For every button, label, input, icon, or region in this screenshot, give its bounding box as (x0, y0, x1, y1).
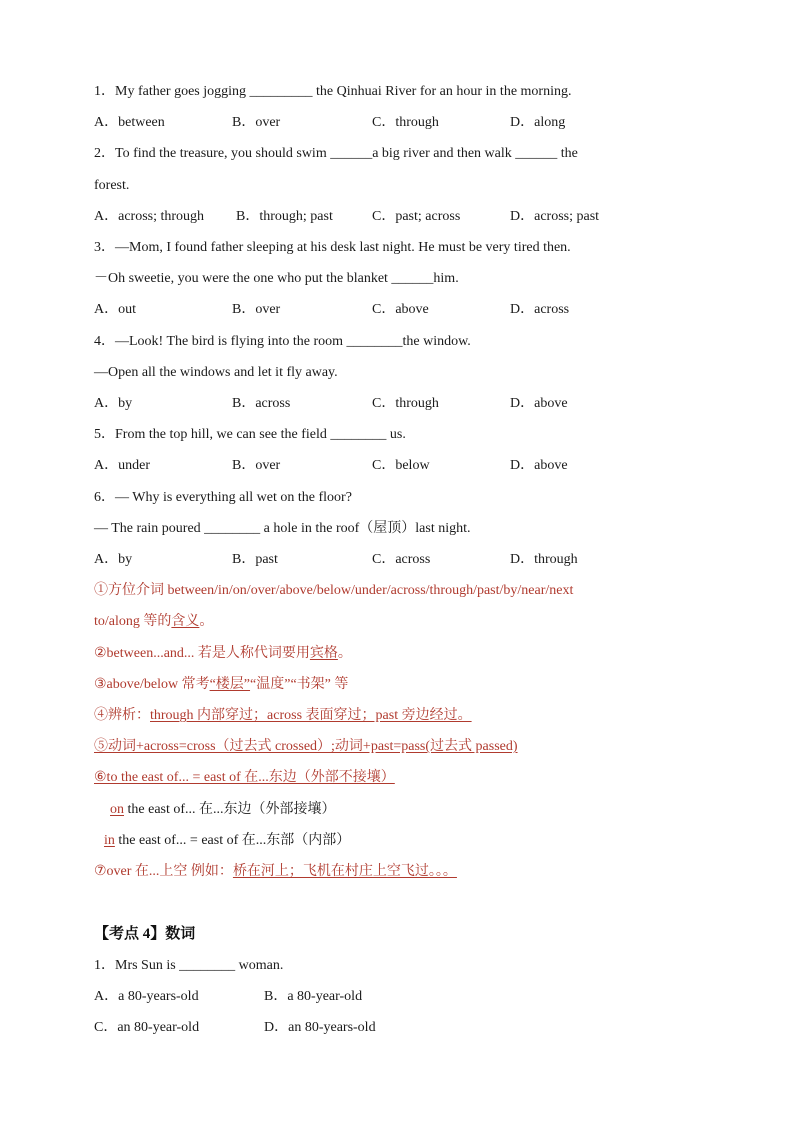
q1-option-d: D．along (510, 115, 566, 130)
section-4-title: 数词 (165, 926, 196, 942)
s4-q1-option-d: D．an 80-years-old (264, 1020, 376, 1035)
note-3-underlined: “楼层” (209, 677, 251, 692)
s4-q1-option-b: B．a 80-year-old (264, 989, 363, 1004)
q5-option-a: A．under (94, 458, 150, 473)
q4-option-b: B．across (232, 396, 291, 411)
q3-option-a: A．out (94, 302, 136, 317)
question-4-stem-line1: 4．—Look! The bird is flying into the room ________the window. (94, 334, 471, 349)
note-6c (104, 832, 350, 850)
note-2-underlined: 宾格 (309, 646, 338, 661)
note-1-line1: ①方位介词 between/in/on/over/above/below/under/across/through/past/by/near/next (94, 583, 574, 598)
note-6c-text: the east of... = east of 在...东部（内部） (114, 833, 351, 848)
question-3-stem-line2: －Oh sweetie, you were the one who put the blanket ______him. (94, 271, 459, 286)
q4-option-c: C．through (372, 396, 439, 411)
note-7 (94, 863, 457, 881)
q5-option-b: B．over (232, 458, 281, 473)
question-6-stem-line1: 6．— Why is everything all wet on the floor? (94, 490, 352, 505)
q4-option-d: D．above (510, 396, 568, 411)
s4-q1-option-c: C．an 80-year-old (94, 1020, 200, 1035)
q1-option-b: B．over (232, 115, 281, 130)
note-6b (110, 801, 336, 819)
question-5-stem: 5．From the top hill, we can see the field ________ us. (94, 427, 406, 442)
q5-option-d: D．above (510, 458, 568, 473)
note-6c-underlined: in (104, 833, 115, 848)
note-4-text: ④辨析： (94, 708, 150, 723)
note-2 (94, 645, 352, 663)
q3-option-b: B．over (232, 302, 281, 317)
note-6b-underlined: on (110, 802, 124, 817)
note-5: ⑤动词+across=cross（过去式 crossed）;动词+past=pass(过去式 passed) (94, 739, 518, 754)
question-3-stem-line1: 3．—Mom, I found father sleeping at his desk last night. He must be very tired then. (94, 240, 571, 255)
note-7-text: ⑦over 在...上空 例如： (94, 864, 233, 879)
q2-option-a: A．across; through (94, 209, 205, 224)
q2-option-c: C．past; across (372, 209, 461, 224)
note-1-suffix: 。 (199, 614, 214, 629)
q6-option-c: C．across (372, 552, 431, 567)
q2-option-b: B．through; past (236, 209, 333, 224)
note-1-underlined: 含义 (171, 614, 200, 629)
question-4-stem-line2: —Open all the windows and let it fly away. (94, 365, 338, 380)
q1-option-a: A．between (94, 115, 165, 130)
note-4 (94, 707, 472, 725)
note-6a: ⑥to the east of... = east of 在...东边（外部不接壤） (94, 770, 395, 785)
question-6-stem-line2: — The rain poured ________ a hole in the roof（屋顶）last night. (94, 521, 471, 536)
q6-option-b: B．past (232, 552, 278, 567)
note-3 (94, 676, 348, 694)
q3-option-c: C．above (372, 302, 429, 317)
question-2-stem-line1: 2．To find the treasure, you should swim ______a big river and then walk ______ the (94, 146, 578, 161)
note-1-text: to/along 等的 (94, 614, 172, 629)
question-1-stem: 1．My father goes jogging _________ the Qinhuai River for an hour in the morning. (94, 84, 572, 99)
note-4-underlined: through 内部穿过；across 表面穿过；past 旁边经过。 (150, 708, 472, 723)
note-2-text: ②between...and... 若是人称代词要用 (94, 646, 310, 661)
note-7-underlined: 桥在河上；飞机在村庄上空飞过。。。 (232, 864, 457, 879)
q6-option-a: A．by (94, 552, 133, 567)
q2-option-d: D．across; past (510, 209, 600, 224)
note-1-line2 (94, 613, 213, 631)
q1-option-c: C．through (372, 115, 439, 130)
s4-question-1-stem: 1．Mrs Sun is ________ woman. (94, 958, 284, 973)
section-4-heading (94, 925, 195, 943)
question-2-stem-line2: forest. (94, 178, 130, 193)
q4-option-a: A．by (94, 396, 133, 411)
section-4-bracket: 【考点 4】 (94, 926, 166, 942)
s4-q1-option-a: A．a 80-years-old (94, 989, 199, 1004)
note-3-text: ③above/below 常考 (94, 677, 210, 692)
q3-option-d: D．across (510, 302, 570, 317)
note-2-suffix: 。 (337, 646, 352, 661)
note-6b-text: the east of... 在...东边（外部接壤） (124, 802, 336, 817)
note-3-suffix: “温度”“书架” 等 (250, 677, 349, 692)
q6-option-d: D．through (510, 552, 578, 567)
q5-option-c: C．below (372, 458, 430, 473)
